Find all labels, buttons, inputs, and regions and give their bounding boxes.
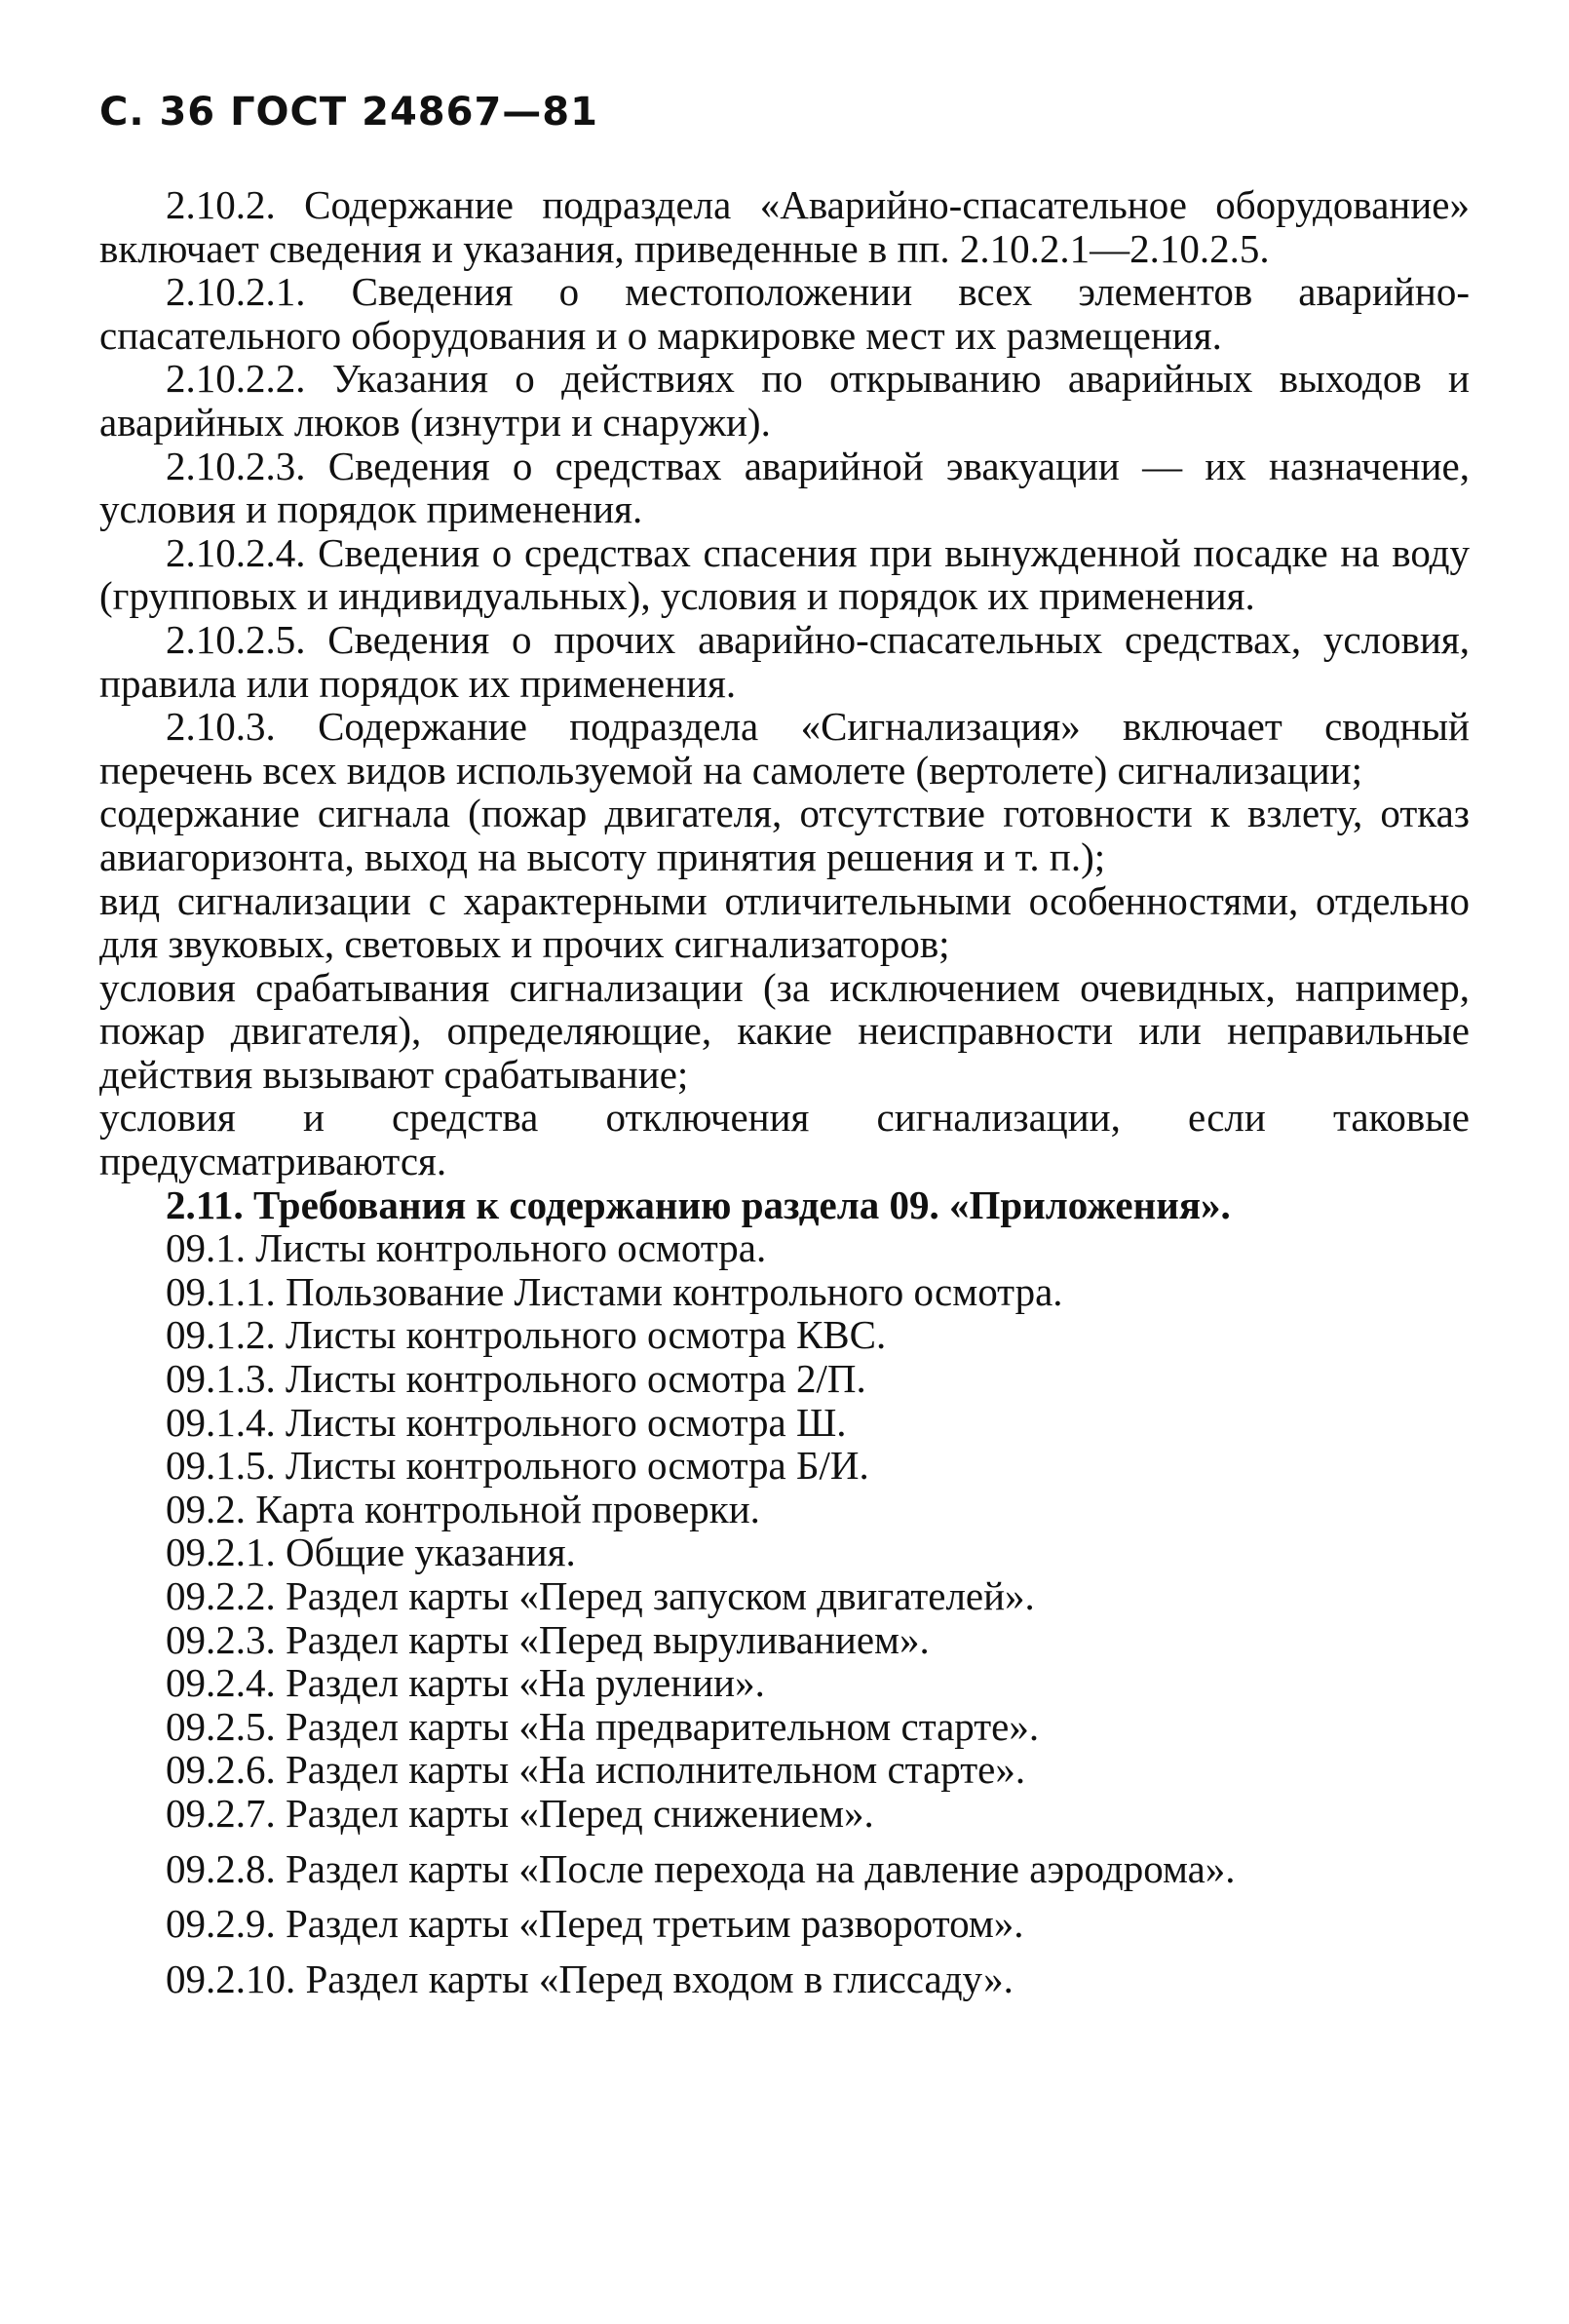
paragraph-2-10-2-5: 2.10.2.5. Сведения о прочих аварийно-спасательных средствах, условия, правила или порядок их применения. xyxy=(99,616,1470,706)
list-item: 09.2.4. Раздел карты «На рулении». xyxy=(166,1660,765,1706)
list-item: 09.2. Карта контрольной проверки. xyxy=(166,1486,760,1531)
list-item: 09.1. Листы контрольного осмотра. xyxy=(166,1225,767,1271)
paragraph-signal-disable: условия и средства отключения сигнализации, если таковые предусматриваются. xyxy=(99,1095,1470,1184)
paragraph-signal-content: содержание сигнала (пожар двигателя, отсутствие готовности к взлету, отказ авиагоризонта, выход на высоту принятия решения и т. п.); xyxy=(99,791,1470,879)
list-item: 09.2.10. Раздел карты «Перед входом в глиссаду». xyxy=(166,1956,1014,2001)
list-item: 09.2.9. Раздел карты «Перед третьим разворотом». xyxy=(166,1901,1024,1947)
paragraph-2-10-2-4: 2.10.2.4. Сведения о средствах спасения при вынужденной посадке на воду (групповых и индивидуальных), условия и порядок их применения. xyxy=(99,529,1470,619)
paragraph-2-10-2-3: 2.10.2.3. Сведения о средствах аварийной эвакуации — их назначение, условия и порядок применения. xyxy=(99,443,1470,532)
list-item: 09.1.1. Пользование Листами контрольного осмотра. xyxy=(166,1268,1063,1314)
running-head: С. 36 ГОСТ 24867—81 xyxy=(99,90,598,135)
list-item: 09.2.2. Раздел карты «Перед запуском двигателей». xyxy=(166,1573,1035,1618)
paragraph-2-10-2: 2.10.2. Содержание подраздела «Аварийно-спасательное оборудование» включает сведения и указания, приведенные в пп. 2.10.2.1—2.10.2.5. xyxy=(99,182,1470,271)
list-item: 09.1.2. Листы контрольного осмотра КВС. xyxy=(166,1312,887,1358)
list-item: 09.2.3. Раздел карты «Перед выруливанием». xyxy=(166,1616,930,1662)
paragraph-signal-conditions: условия срабатывания сигнализации (за исключением очевидных, например, пожар двигателя), определяющие, какие неисправности или неправильные действия вызывают срабатывание; xyxy=(99,964,1470,1097)
list-item: 09.1.5. Листы контрольного осмотра Б/И. xyxy=(166,1443,869,1489)
paragraph-signal-type: вид сигнализации с характерными отличительными особенностями, отдельно для звуковых, световых и прочих сигнализаторов; xyxy=(99,877,1470,967)
paragraph-2-10-3: 2.10.3. Содержание подраздела «Сигнализация» включает сводный перечень всех видов используемой на самолете (вертолете) сигнализации; xyxy=(99,704,1470,793)
list-item: 09.2.1. Общие указания. xyxy=(166,1530,576,1575)
paragraph-2-10-2-1: 2.10.2.1. Сведения о местоположении всех элементов аварийно-спасательного оборудования и о маркировке мест их размещения. xyxy=(99,269,1470,358)
list-item: 09.2.7. Раздел карты «Перед снижением». xyxy=(166,1790,874,1836)
list-item: 09.1.3. Листы контрольного осмотра 2/П. xyxy=(166,1356,866,1402)
list-item: 09.2.8. Раздел карты «После перехода на давление аэродрома». xyxy=(166,1845,1236,1891)
section-heading-2-11: 2.11. Требования к содержанию раздела 09. «Приложения». xyxy=(166,1181,1231,1227)
appendix-contents-list xyxy=(99,1226,1470,2000)
list-item: 09.1.4. Листы контрольного осмотра Ш. xyxy=(166,1399,847,1445)
paragraph-2-10-2-2: 2.10.2.2. Указания о действиях по открыванию аварийных выходов и аварийных люков (изнутри и снаружи). xyxy=(99,356,1470,445)
list-item: 09.2.6. Раздел карты «На исполнительном старте». xyxy=(166,1747,1026,1793)
body-text xyxy=(99,183,1470,2000)
list-item: 09.2.5. Раздел карты «На предварительном старте». xyxy=(166,1703,1040,1749)
